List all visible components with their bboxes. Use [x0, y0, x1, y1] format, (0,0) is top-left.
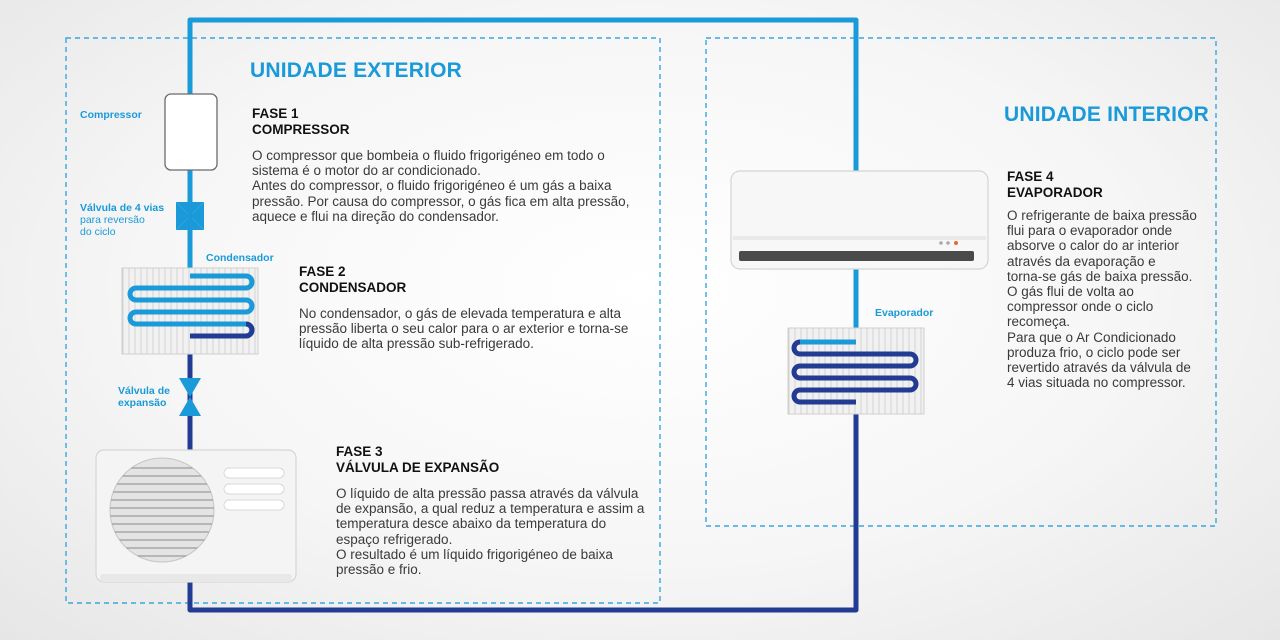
phase-2-number: FASE 2 — [299, 264, 346, 279]
phase-1-name: COMPRESSOR — [252, 122, 350, 137]
phase-3-block — [336, 444, 644, 577]
expansion-valve-icon — [179, 378, 201, 416]
outdoor-unit — [96, 450, 296, 582]
phase-3-name: VÁLVULA DE EXPANSÃO — [336, 460, 500, 475]
condenser-coil — [122, 268, 258, 354]
interior-unit-title: UNIDADE INTERIOR — [1004, 103, 1210, 126]
phase-4-block — [1007, 169, 1197, 390]
evaporator-label: Evaporador — [875, 307, 934, 319]
compressor-unit — [165, 94, 217, 170]
condenser-label: Condensador — [206, 252, 274, 264]
phase-1-description: O compressor que bombeia o fluido frigorigéneo em todo o sistema é o motor do ar condicionado. Antes do compressor, o fluido frigorigéneo é um gás a baixa pressão. Por causa do compressor, o gás fica em alta pressão, aquece e flui na direção do condensador. — [252, 148, 630, 224]
phase-4-name: EVAPORADOR — [1007, 185, 1103, 200]
indoor-split-unit — [731, 171, 988, 269]
phase-3-description: O líquido de alta pressão passa através da válvula de expansão, a qual reduz a temperatura e assim a temperatura desce abaixo da temperatura do espaço refrigerado. O resultado é um líquido frigorigéneo de baixa pressão e frio. — [336, 486, 645, 578]
evaporator-coil — [788, 328, 924, 414]
phase-2-description: No condensador, o gás de elevada temperatura e alta pressão liberta o seu calor para o ar exterior e torna-se líquido de alta pressão sub-refrigerado. — [299, 306, 629, 352]
phase-1-number: FASE 1 — [252, 106, 299, 121]
four-way-valve-label: Válvula de 4 vias para reversão do ciclo — [80, 202, 165, 238]
compressor-label: Compressor — [80, 109, 142, 121]
four-way-valve-icon — [176, 202, 204, 230]
phase-1-block — [252, 106, 629, 224]
expansion-valve-label: Válvula de expansão — [118, 385, 170, 409]
phase-4-description: O refrigerante de baixa pressão flui para o evaporador onde absorve o calor do ar interior através da evaporação e torna-se gás de baixa pressão. O gás flui de volta ao compressor onde o ciclo recomeça. Para que o Ar Condicionado produza frio, o ciclo pode ser revertido através da válvula de 4 vias situada no compressor. — [1007, 208, 1197, 391]
phase-4-number: FASE 4 — [1007, 169, 1054, 184]
phase-2-name: CONDENSADOR — [299, 280, 407, 295]
phase-2-block — [299, 264, 628, 352]
exterior-unit-title: UNIDADE EXTERIOR — [250, 59, 463, 82]
phase-3-number: FASE 3 — [336, 444, 383, 459]
